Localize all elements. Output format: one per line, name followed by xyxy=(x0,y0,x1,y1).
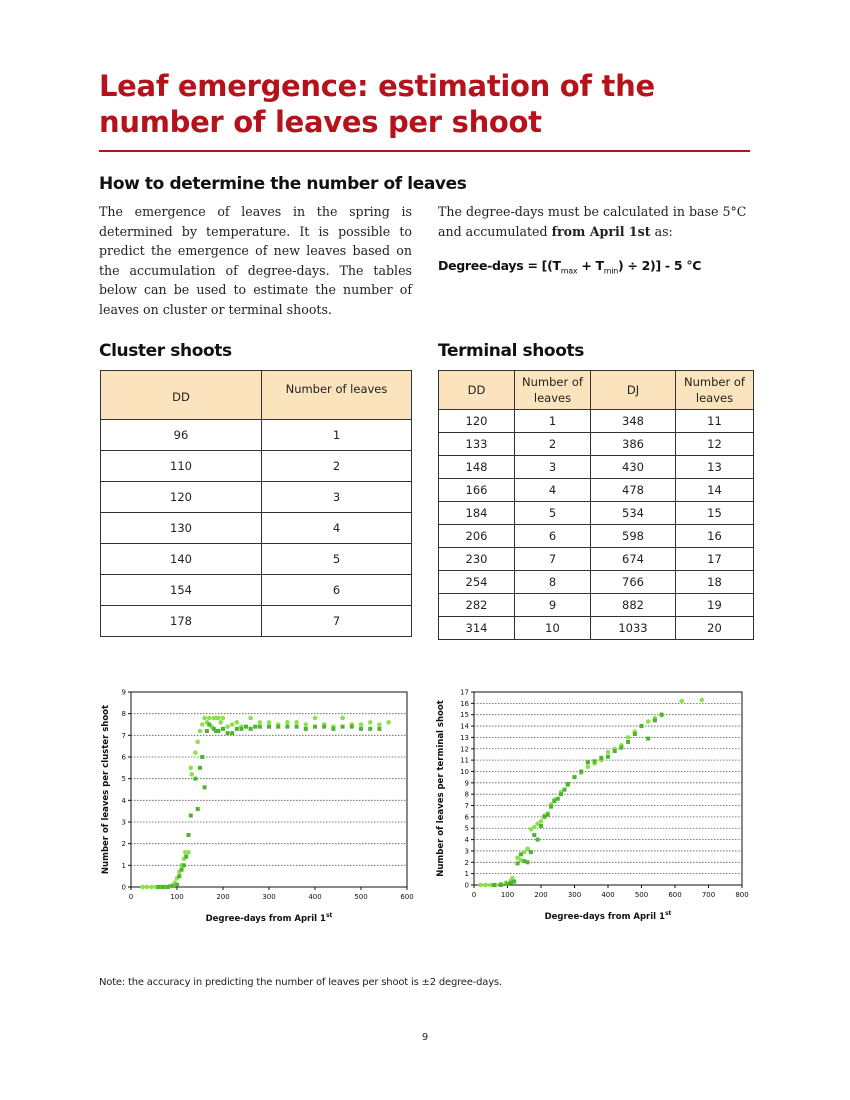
x-tick-label: 300 xyxy=(567,891,582,899)
table-cell: 230 xyxy=(439,548,515,571)
data-point-square xyxy=(180,868,184,872)
data-point-square xyxy=(532,833,536,837)
data-point-square xyxy=(566,782,570,786)
data-point-circle xyxy=(221,716,226,721)
table-cell: 96 xyxy=(101,420,262,451)
plot-area xyxy=(474,692,742,885)
data-point-square xyxy=(377,727,381,731)
table-row xyxy=(439,479,754,502)
data-point-circle xyxy=(235,720,240,725)
table-row xyxy=(439,571,754,594)
formula-sub-min: min xyxy=(603,266,618,276)
data-point-square xyxy=(253,725,257,729)
data-point-square xyxy=(368,727,372,731)
y-tick-label: 4 xyxy=(464,836,469,845)
column-header-dj: DJ xyxy=(591,371,676,410)
column-header-leaves-2: Number of leaves xyxy=(676,371,754,410)
data-point-square xyxy=(285,725,289,729)
data-point-square xyxy=(196,807,200,811)
data-point-square xyxy=(579,769,583,773)
data-point-square xyxy=(313,725,317,729)
data-point-circle xyxy=(700,698,705,703)
table-cell: 1033 xyxy=(591,617,676,640)
table-cell: 4 xyxy=(515,479,591,502)
x-tick-label: 200 xyxy=(534,891,548,899)
table-cell: 314 xyxy=(439,617,515,640)
data-point-square xyxy=(200,755,204,759)
data-point-circle xyxy=(267,720,272,725)
data-point-square xyxy=(499,883,503,887)
y-tick-label: 2 xyxy=(121,840,126,849)
data-point-circle xyxy=(294,720,299,725)
table-row xyxy=(101,544,412,575)
data-point-square xyxy=(258,725,262,729)
data-point-circle xyxy=(478,883,483,888)
table-cell: 1 xyxy=(515,410,591,433)
table-cell: 154 xyxy=(101,575,262,606)
y-tick-label: 7 xyxy=(464,802,469,811)
data-point-square xyxy=(205,729,209,733)
cluster-shoots-heading: Cluster shoots xyxy=(99,341,232,361)
data-point-circle xyxy=(225,724,230,729)
data-point-square xyxy=(207,723,211,727)
y-tick-label: 5 xyxy=(464,824,469,833)
data-point-square xyxy=(322,725,326,729)
data-point-square xyxy=(613,749,617,753)
data-point-circle xyxy=(218,720,223,725)
data-point-square xyxy=(626,740,630,744)
data-point-square xyxy=(539,824,543,828)
x-tick-label: 500 xyxy=(354,893,368,901)
data-point-square xyxy=(546,813,550,817)
table-cell: 282 xyxy=(439,594,515,617)
section-heading: How to determine the number of leaves xyxy=(99,174,467,194)
table-cell: 14 xyxy=(676,479,754,502)
data-point-square xyxy=(221,727,225,731)
data-point-circle xyxy=(368,720,373,725)
data-point-square xyxy=(295,725,299,729)
data-point-square xyxy=(226,731,230,735)
data-point-square xyxy=(350,725,354,729)
x-axis-label xyxy=(545,910,672,922)
table-row xyxy=(439,548,754,571)
data-point-square xyxy=(536,838,540,842)
terminal-shoots-table xyxy=(438,370,754,640)
table-cell: 110 xyxy=(101,451,262,482)
table-cell: 430 xyxy=(591,456,676,479)
table-cell: 7 xyxy=(515,548,591,571)
x-axis-label-text: Degree-days from April 1 xyxy=(205,914,326,924)
table-cell: 5 xyxy=(515,502,591,525)
data-point-square xyxy=(235,727,239,731)
y-tick-label: 14 xyxy=(460,722,469,731)
data-point-square xyxy=(619,746,623,750)
x-tick-label: 0 xyxy=(128,893,134,901)
terminal-shoots-heading: Terminal shoots xyxy=(438,341,584,361)
data-point-circle xyxy=(606,750,611,755)
data-point-square xyxy=(184,855,188,859)
cluster-shoots-table xyxy=(100,370,412,637)
table-cell: 5 xyxy=(262,544,412,575)
data-point-circle xyxy=(626,735,631,740)
table-row xyxy=(101,451,412,482)
x-tick-label: 100 xyxy=(170,893,184,901)
data-point-circle xyxy=(145,885,150,890)
table-cell: 6 xyxy=(515,525,591,548)
data-point-circle xyxy=(189,772,194,777)
data-point-circle xyxy=(140,885,145,890)
data-point-square xyxy=(606,755,610,759)
x-tick-label: 0 xyxy=(471,891,477,899)
y-tick-label: 6 xyxy=(464,813,469,822)
table-cell: 3 xyxy=(262,482,412,513)
y-tick-label: 17 xyxy=(460,688,469,697)
data-point-square xyxy=(198,766,202,770)
table-cell: 534 xyxy=(591,502,676,525)
data-point-square xyxy=(559,792,563,796)
data-point-circle xyxy=(216,716,221,721)
column-header-leaves: Number of leaves xyxy=(515,371,591,410)
degree-days-paragraph xyxy=(438,202,751,241)
x-tick-label: 400 xyxy=(308,893,322,901)
y-tick-label: 7 xyxy=(121,731,126,740)
data-point-square xyxy=(182,863,186,867)
table-cell: 766 xyxy=(591,571,676,594)
table-cell: 19 xyxy=(676,594,754,617)
data-point-circle xyxy=(285,720,290,725)
intro-paragraph: The emergence of leaves in the spring is determined by temperature. It is possible to predict the emergence of new leaves based on the accumulation of degree-days. The tables below can be used to estimate the number of leaves on cluster or terminal shoots. xyxy=(99,204,412,317)
table-row xyxy=(101,606,412,637)
y-tick-label: 11 xyxy=(460,756,469,765)
table-cell: 17 xyxy=(676,548,754,571)
data-point-circle xyxy=(258,720,263,725)
data-point-square xyxy=(157,885,161,889)
table-cell: 120 xyxy=(439,410,515,433)
y-tick-label: 9 xyxy=(464,779,469,788)
table-row xyxy=(101,575,412,606)
table-cell: 15 xyxy=(676,502,754,525)
y-tick-label: 8 xyxy=(121,710,126,719)
table-cell: 9 xyxy=(515,594,591,617)
data-point-square xyxy=(519,852,523,856)
y-tick-label: 10 xyxy=(460,767,469,776)
table-cell: 7 xyxy=(262,606,412,637)
table-cell: 133 xyxy=(439,433,515,456)
degree-days-bold: from April 1st xyxy=(551,223,651,239)
data-point-square xyxy=(593,759,597,763)
accuracy-note: Note: the accuracy in predicting the number of leaves per shoot is ±2 degree-days. xyxy=(99,977,502,988)
data-point-square xyxy=(203,785,207,789)
table-cell: 11 xyxy=(676,410,754,433)
data-point-square xyxy=(267,725,271,729)
data-point-circle xyxy=(340,716,345,721)
formula-lhs: Degree-days = [(T xyxy=(438,258,561,273)
table-cell: 478 xyxy=(591,479,676,502)
data-point-square xyxy=(187,833,191,837)
data-point-circle xyxy=(207,716,212,721)
data-point-square xyxy=(512,880,516,884)
x-axis-label xyxy=(206,912,333,924)
y-tick-label: 6 xyxy=(121,753,126,762)
data-point-square xyxy=(492,883,496,887)
table-cell: 4 xyxy=(262,513,412,544)
data-point-circle xyxy=(189,766,194,771)
data-point-square xyxy=(193,777,197,781)
table-row xyxy=(439,456,754,479)
data-point-circle xyxy=(202,716,207,721)
y-axis-label: Number of leaves per cluster shoot xyxy=(101,704,111,875)
table-cell: 882 xyxy=(591,594,676,617)
data-point-square xyxy=(216,729,220,733)
y-tick-label: 0 xyxy=(121,883,126,892)
data-point-circle xyxy=(304,722,309,727)
degree-days-formula xyxy=(438,258,701,276)
data-point-square xyxy=(586,760,590,764)
x-tick-label: 300 xyxy=(262,893,276,901)
data-point-square xyxy=(331,727,335,731)
column-header-dd: DD xyxy=(439,371,515,410)
column-header-dd: DD xyxy=(101,371,262,420)
table-cell: 348 xyxy=(591,410,676,433)
table-cell: 16 xyxy=(676,525,754,548)
page-number: 9 xyxy=(421,1032,429,1043)
y-tick-label: 5 xyxy=(121,775,126,784)
data-point-circle xyxy=(186,850,191,855)
data-point-circle xyxy=(532,825,537,830)
y-tick-label: 9 xyxy=(121,688,126,697)
data-point-square xyxy=(304,727,308,731)
y-tick-label: 1 xyxy=(464,870,469,879)
x-tick-label: 600 xyxy=(668,891,682,899)
x-tick-label: 400 xyxy=(601,891,615,899)
x-tick-label: 100 xyxy=(500,891,515,899)
cluster-leaves-chart xyxy=(95,680,425,930)
table-cell: 674 xyxy=(591,548,676,571)
data-point-square xyxy=(244,725,248,729)
table-cell: 254 xyxy=(439,571,515,594)
table-cell: 20 xyxy=(676,617,754,640)
data-point-square xyxy=(170,884,174,888)
table-row xyxy=(439,502,754,525)
table-row xyxy=(101,513,412,544)
y-tick-label: 16 xyxy=(460,699,469,708)
data-point-square xyxy=(633,732,637,736)
table-row xyxy=(101,420,412,451)
y-tick-label: 12 xyxy=(460,745,469,754)
data-point-circle xyxy=(377,722,382,727)
data-point-circle xyxy=(539,819,544,824)
data-point-square xyxy=(526,860,530,864)
table-cell: 166 xyxy=(439,479,515,502)
data-point-square xyxy=(230,731,234,735)
data-point-square xyxy=(549,805,553,809)
table-cell: 140 xyxy=(101,544,262,575)
data-point-circle xyxy=(483,883,488,888)
data-point-square xyxy=(599,756,603,760)
data-point-circle xyxy=(646,719,651,724)
y-tick-label: 13 xyxy=(460,733,469,742)
y-tick-label: 15 xyxy=(460,711,469,720)
table-cell: 3 xyxy=(515,456,591,479)
table-cell: 13 xyxy=(676,456,754,479)
terminal-leaves-chart xyxy=(430,680,760,930)
data-point-square xyxy=(640,724,644,728)
table-cell: 2 xyxy=(262,451,412,482)
x-tick-label: 200 xyxy=(216,893,230,901)
data-point-square xyxy=(529,850,533,854)
table-cell: 10 xyxy=(515,617,591,640)
table-row xyxy=(439,410,754,433)
data-point-circle xyxy=(200,722,205,727)
formula-rhs: ) ÷ 2)] - 5 °C xyxy=(617,258,702,273)
table-row xyxy=(439,617,754,640)
table-cell: 6 xyxy=(262,575,412,606)
table-cell: 148 xyxy=(439,456,515,479)
data-point-square xyxy=(516,861,520,865)
data-point-square xyxy=(653,718,657,722)
data-point-circle xyxy=(198,729,203,734)
table-cell: 8 xyxy=(515,571,591,594)
data-point-square xyxy=(562,788,566,792)
y-tick-label: 0 xyxy=(464,881,469,890)
column-header-leaves: Number of leaves xyxy=(262,371,412,420)
x-tick-label: 500 xyxy=(634,891,649,899)
table-cell: 184 xyxy=(439,502,515,525)
data-point-square xyxy=(276,725,280,729)
data-point-square xyxy=(341,725,345,729)
data-point-circle xyxy=(193,750,198,755)
data-point-circle xyxy=(195,740,200,745)
table-row xyxy=(439,525,754,548)
data-point-circle xyxy=(248,716,253,721)
data-point-square xyxy=(239,727,243,731)
data-point-circle xyxy=(386,720,391,725)
page-title: Leaf emergence: estimation of the number of leaves per shoot xyxy=(99,69,655,139)
data-point-circle xyxy=(149,885,154,890)
x-axis-label-text: Degree-days from April 1 xyxy=(544,912,665,922)
data-point-square xyxy=(660,713,664,717)
data-point-square xyxy=(573,775,577,779)
data-point-square xyxy=(175,883,179,887)
data-point-circle xyxy=(230,722,235,727)
table-row xyxy=(439,433,754,456)
table-cell: 1 xyxy=(262,420,412,451)
data-point-square xyxy=(359,727,363,731)
data-point-circle xyxy=(313,716,318,721)
data-point-square xyxy=(556,797,560,801)
y-tick-label: 1 xyxy=(121,861,126,870)
table-cell: 130 xyxy=(101,513,262,544)
x-tick-label: 700 xyxy=(701,891,716,899)
y-tick-label: 3 xyxy=(464,847,469,856)
y-tick-label: 3 xyxy=(121,818,126,827)
table-cell: 178 xyxy=(101,606,262,637)
x-axis-label-sup: st xyxy=(664,910,672,917)
y-tick-label: 8 xyxy=(464,790,469,799)
formula-sub-max: max xyxy=(560,266,578,276)
data-point-circle xyxy=(359,722,364,727)
data-point-square xyxy=(189,814,193,818)
table-cell: 120 xyxy=(101,482,262,513)
table-cell: 12 xyxy=(676,433,754,456)
table-header-row xyxy=(101,371,412,420)
y-axis-label: Number of leaves per terminal shoot xyxy=(436,700,446,877)
formula-plus: + T xyxy=(577,258,604,273)
table-cell: 386 xyxy=(591,433,676,456)
data-point-square xyxy=(177,874,181,878)
table-cell: 2 xyxy=(515,433,591,456)
table-row xyxy=(439,594,754,617)
table-row xyxy=(101,482,412,513)
table-cell: 598 xyxy=(591,525,676,548)
data-point-square xyxy=(249,727,253,731)
title-divider xyxy=(99,150,750,152)
data-point-square xyxy=(646,737,650,741)
y-tick-label: 2 xyxy=(464,858,469,867)
x-tick-label: 800 xyxy=(735,891,749,899)
data-point-circle xyxy=(679,699,684,704)
table-cell: 18 xyxy=(676,571,754,594)
x-tick-label: 600 xyxy=(400,893,414,901)
data-point-square xyxy=(166,885,170,889)
data-point-circle xyxy=(586,765,591,770)
degree-days-text: The degree-days must be calculated in base 5°C and accumulated xyxy=(438,204,747,239)
table-header-row xyxy=(439,371,754,410)
data-point-square xyxy=(161,885,165,889)
y-tick-label: 4 xyxy=(121,796,126,805)
table-cell: 206 xyxy=(439,525,515,548)
degree-days-text-end: as: xyxy=(650,223,673,239)
x-axis-label-sup: st xyxy=(325,912,333,919)
